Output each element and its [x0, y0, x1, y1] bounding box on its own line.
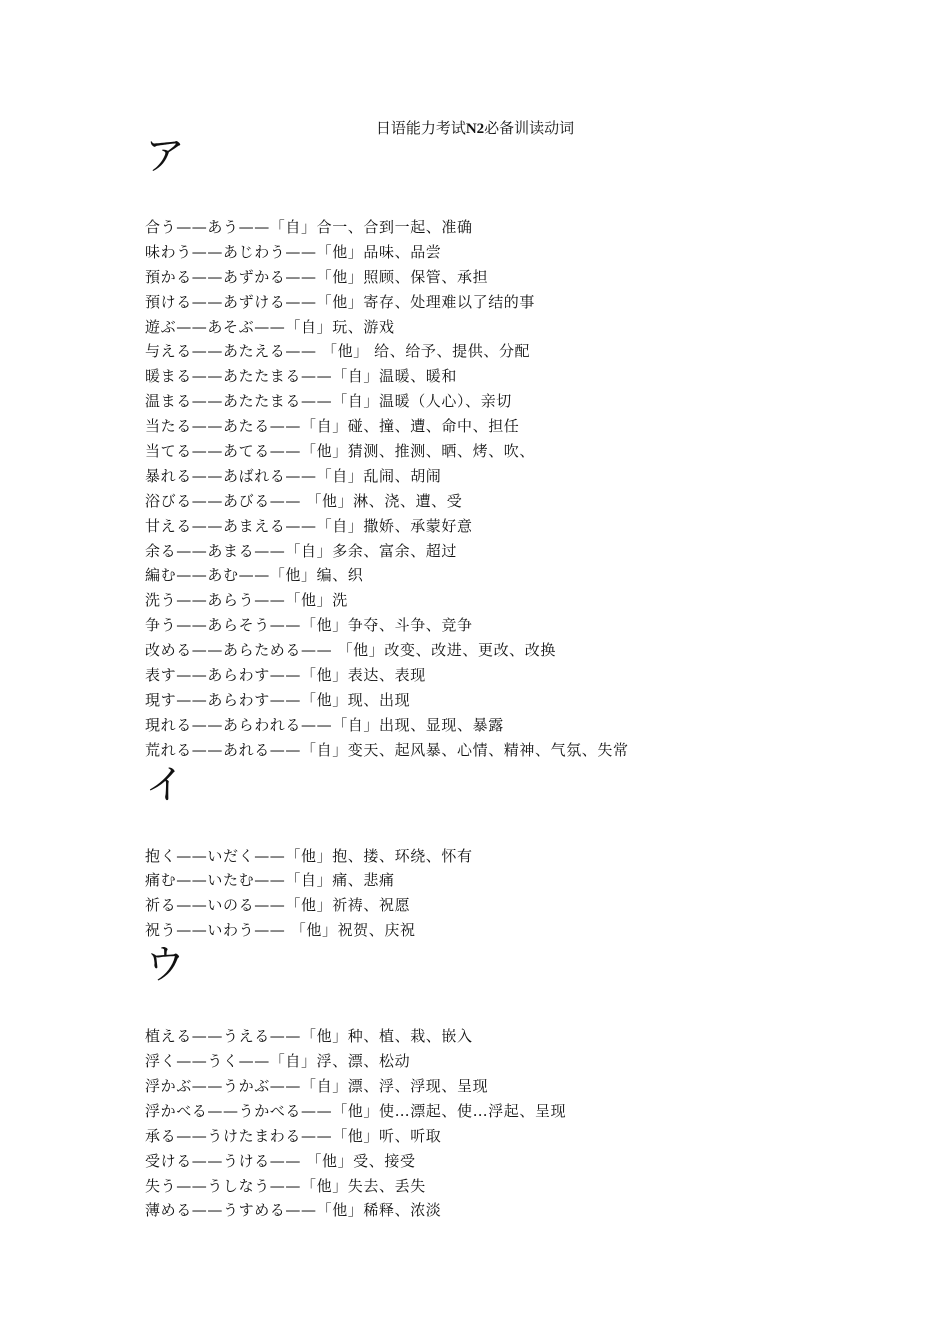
verb-entry: 浮く——うく——「自」浮、漂、松动 — [145, 1052, 411, 1071]
verb-entry: 現す——あらわす——「他」现、出现 — [145, 690, 411, 709]
verb-entry: 編む——あむ——「他」编、织 — [145, 566, 364, 585]
verb-entry: 荒れる——あれる——「自」变天、起风暴、心情、精神、气氛、失常 — [145, 740, 629, 759]
section-spacer — [145, 807, 905, 844]
verb-entry: 浮かぶ——うかぶ——「自」漂、浮、浮现、呈现 — [145, 1076, 489, 1095]
verb-entry: 植える——うえる——「他」种、植、栽、嵌入 — [145, 1027, 473, 1046]
verb-list — [145, 134, 905, 1223]
verb-entry: 浴びる——あびる—— 「他」淋、浇、遭、受 — [145, 491, 463, 510]
verb-entry: 改める——あらためる—— 「他」改变、改进、更改、改换 — [145, 641, 556, 660]
verb-entry: 余る——あまる——「自」多余、富余、超过 — [145, 541, 458, 560]
verb-entry: 温まる——あたたまる——「自」温暖（人心）、亲切 — [145, 392, 512, 411]
verb-entry: 祈る——いのる——「他」祈祷、祝愿 — [145, 896, 411, 915]
verb-entry: 祝う——いわう—— 「他」祝贺、庆祝 — [145, 921, 416, 940]
verb-entry: 甘える——あまえる——「自」撒娇、承蒙好意 — [145, 516, 473, 535]
section-heading-i: イ — [145, 761, 185, 808]
verb-entry: 遊ぶ——あそぶ——「自」玩、游戏 — [145, 317, 395, 336]
section-spacer — [145, 987, 905, 1024]
section-i — [145, 763, 905, 944]
section-heading-u: ウ — [145, 942, 185, 989]
section-heading-a: ア — [145, 133, 185, 179]
verb-entry: 痛む——いたむ——「自」痛、悲痛 — [145, 871, 395, 890]
verb-entry: 承る——うけたまわる——「他」听、听取 — [145, 1126, 442, 1145]
verb-entry: 味わう——あじわう——「他」品味、品尝 — [145, 242, 442, 261]
verb-entry: 与える——あたえる—— 「他」 给、给予、提供、分配 — [145, 342, 531, 361]
verb-entry: 預ける——あずける——「他」寄存、处理难以了结的事 — [145, 292, 536, 311]
section-u — [145, 943, 905, 1223]
title-prefix: 日语能力考试 — [375, 119, 466, 137]
entries-i — [145, 844, 905, 944]
verb-entry: 浮かべる——うかべる——「他」使…漂起、使…浮起、呈现 — [145, 1101, 567, 1120]
section-spacer — [145, 178, 905, 215]
title-level: N2 — [465, 121, 485, 137]
verb-entry: 抱く——いだく——「他」抱、搂、环绕、怀有 — [145, 846, 473, 865]
verb-entry: 争う——あらそう——「他」争夺、斗争、竞争 — [145, 616, 473, 635]
verb-entry: 当てる——あてる——「他」猜测、推测、晒、烤、吹、 — [145, 442, 536, 461]
verb-entry: 暴れる——あばれる——「自」乱闹、胡闹 — [145, 466, 442, 485]
verb-entry: 預かる——あずかる——「他」照顾、保管、承担 — [145, 267, 489, 286]
verb-entry: 失う——うしなう——「他」失去、丢失 — [145, 1176, 426, 1195]
verb-entry: 受ける——うける—— 「他」受、接受 — [145, 1151, 416, 1170]
title-suffix: 必备训读动词 — [484, 119, 575, 137]
verb-entry: 現れる——あらわれる——「自」出现、显现、暴露 — [145, 715, 504, 734]
verb-entry: 洗う——あらう——「他」洗 — [145, 591, 348, 610]
verb-entry: 暖まる——あたたまる——「自」温暖、暖和 — [145, 367, 458, 386]
entries-u — [145, 1024, 905, 1223]
verb-entry: 合う——あう——「自」合一、合到一起、准确 — [145, 218, 473, 236]
entries-a — [145, 215, 905, 763]
verb-entry: 当たる——あたる——「自」碰、撞、遭、命中、担任 — [145, 417, 520, 436]
section-a — [145, 134, 905, 763]
verb-entry: 薄める——うすめる——「他」稀释、浓淡 — [145, 1201, 442, 1220]
verb-entry: 表す——あらわす——「他」表达、表现 — [145, 666, 426, 685]
